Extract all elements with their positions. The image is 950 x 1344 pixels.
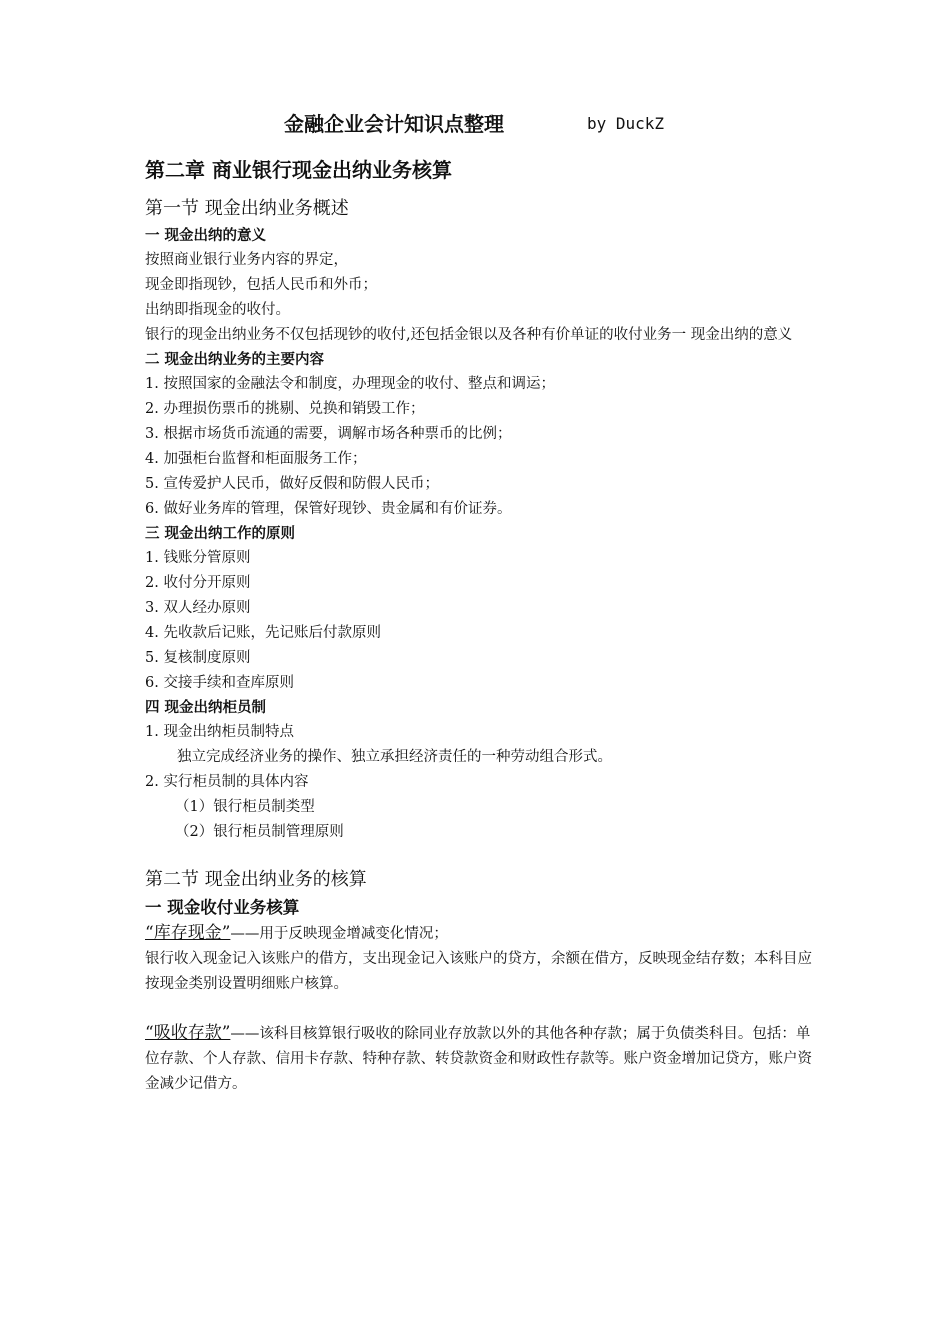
document-title-row (145, 100, 817, 146)
list-item: 5. 复核制度原则 (145, 650, 251, 666)
document-author: by DuckZ (587, 114, 665, 133)
paragraph-line: 按照商业银行业务内容的界定， (145, 252, 348, 268)
document-title: 金融企业会计知识点整理 (284, 112, 504, 136)
term-definition: ——用于反映现金增减变化情况； (230, 926, 448, 942)
paragraph-text: 银行收入现金记入该账户的借方，支出现金记入该账户的贷方，余额在借方，反映现金结存数；本科目应按现金类别设置明细账户核算。 (145, 951, 812, 992)
definition-deposits (145, 1021, 817, 1097)
section-title: 第一节 现金出纳业务概述 (145, 198, 349, 219)
paragraph-line: 现金即指现钞，包括人民币和外币； (145, 277, 377, 293)
list-item: 4. 加强柜台监督和柜面服务工作； (145, 451, 367, 467)
heading-main-content: 二 现金出纳业务的主要内容 (145, 352, 325, 368)
list-item: 2. 实行柜员制的具体内容 (145, 774, 309, 790)
heading-principles: 三 现金出纳工作的原则 (145, 526, 296, 542)
list-item: 1. 按照国家的金融法令和制度，办理现金的收付、整点和调运； (145, 376, 555, 392)
term-cash-on-hand: “库存现金” (145, 923, 231, 943)
heading-cash-receipts: 一 现金收付业务核算 (145, 898, 300, 917)
sub-list-item: （1）银行柜员制类型 (175, 799, 315, 815)
paragraph-line: 出纳即指现金的收付。 (145, 302, 290, 318)
term-definition: ——该科目核算银行吸收的除同业存放款以外的其他各种存款；属于负债类科目。包括：单位存款、个人存款、信用卡存款、特种存款、转贷款资金和财政性存款等。账户资金增加记贷方，账户资金减少记借方。 (145, 1026, 812, 1092)
list-item: 2. 收付分开原则 (145, 575, 251, 591)
section-title: 第二节 现金出纳业务的核算 (145, 869, 367, 890)
sub-list-item: （2）银行柜员制管理原则 (175, 824, 344, 840)
heading-meaning: 一 现金出纳的意义 (145, 228, 267, 244)
list-item: 4. 先收款后记账，先记账后付款原则 (145, 625, 381, 641)
definition-cash-on-hand (145, 921, 817, 947)
list-item-description: 独立完成经济业务的操作、独立承担经济责任的一种劳动组合形式。 (177, 749, 612, 765)
list-item: 2. 办理损伤票币的挑剔、兑换和销毁工作； (145, 401, 425, 417)
list-item: 6. 交接手续和查库原则 (145, 675, 294, 691)
term-deposits: “吸收存款” (145, 1023, 231, 1043)
chapter-title: 第二章 商业银行现金出纳业务核算 (145, 158, 452, 182)
list-item: 1. 现金出纳柜员制特点 (145, 724, 294, 740)
list-item: 3. 根据市场货币流通的需要，调解市场各种票币的比例； (145, 426, 512, 442)
document-page (145, 100, 817, 1097)
list-item: 6. 做好业务库的管理，保管好现钞、贵金属和有价证券。 (145, 501, 512, 517)
paragraph-line: 银行的现金出纳业务不仅包括现钞的收付,还包括金银以及各种有价单证的收付业务一 现金出纳的意义 (145, 327, 793, 343)
blank-line (145, 997, 817, 1021)
list-item: 1. 钱账分管原则 (145, 550, 251, 566)
list-item: 3. 双人经办原则 (145, 600, 251, 616)
list-item: 5. 宣传爱护人民币，做好反假和防假人民币； (145, 476, 439, 492)
heading-teller-system: 四 现金出纳柜员制 (145, 700, 267, 716)
